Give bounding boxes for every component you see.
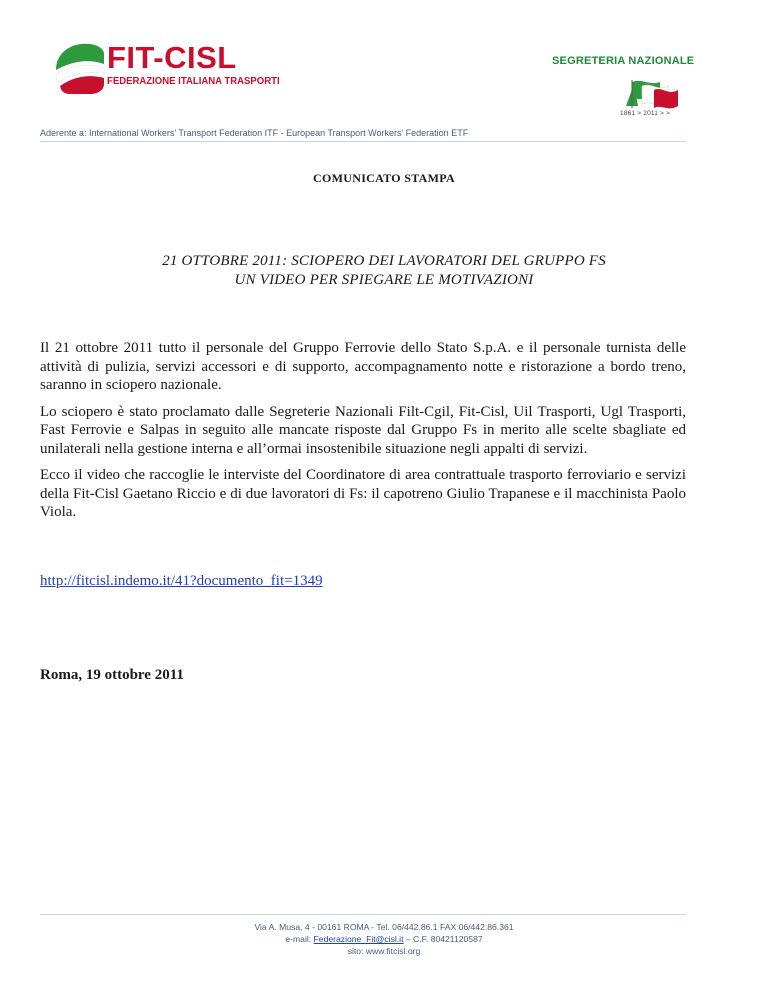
press-release-title bbox=[0, 252, 768, 290]
footer-contacts bbox=[0, 933, 768, 945]
email-link[interactable]: Federazione_Fit@cisl.it bbox=[313, 934, 404, 944]
paragraph-3: Ecco il video che raccoglie le interviste del Coordinatore di area contrattuale trasporto ferroviario e servizi della Fit-Cisl Gaetano Riccio e di due lavoratori di Fs: il capotreno Giulio Trapanese e il macchinista Paolo Viola. bbox=[40, 467, 686, 520]
email-prefix: e-mail: bbox=[285, 934, 314, 944]
header-divider bbox=[40, 141, 686, 142]
title-line-1: 21 OTTOBRE 2011: SCIOPERO DEI LAVORATORI DEL GRUPPO FS bbox=[162, 253, 606, 269]
adherent-line: Aderente a: International Workers’ Transport Federation ITF - European Transport Workers’ Federation ETF bbox=[40, 128, 469, 138]
cisl-emblem-icon bbox=[52, 40, 106, 96]
fitcisl-logo bbox=[52, 40, 282, 100]
video-link[interactable]: http://fitcisl.indemo.it/41?documento_fit=1349 bbox=[40, 573, 323, 589]
date-line: Roma, 19 ottobre 2011 bbox=[40, 667, 184, 683]
footer-address: Via A. Musa, 4 - 00161 ROMA - Tel. 06/442.86.1 FAX 06/442.86.361 bbox=[254, 922, 514, 932]
anniversary-label: 1861 > 2011 > > bbox=[620, 110, 671, 117]
footer bbox=[0, 921, 768, 957]
logo-name: FIT-CISL bbox=[107, 40, 237, 75]
footer-divider bbox=[40, 914, 686, 915]
fiscal-code: – C.F. 80421120587 bbox=[403, 934, 483, 944]
body-text bbox=[40, 339, 686, 530]
title-line-2: UN VIDEO PER SPIEGARE LE MOTIVAZIONI bbox=[234, 272, 534, 288]
paragraph-1: Il 21 ottobre 2011 tutto il personale del Gruppo Ferrovie dello Stato S.p.A. e il personale turnista delle attività di pulizia, servizi accessori e di supporto, accompagnamento notte e ristorazione a bordo treno, saranno in sciopero nazionale. bbox=[40, 340, 686, 393]
logo-subtitle: FEDERAZIONE ITALIANA TRASPORTI bbox=[107, 76, 280, 87]
paragraph-2: Lo sciopero è stato proclamato dalle Segreterie Nazionali Filt-Cgil, Fit-Cisl, Uil Trasporti, Ugl Trasporti, Fast Ferrovie e Salpas in seguito alle mancate risposte dal Gruppo Fs in merito alle scelte sbagliate ed unilaterali nella gestione interna e all’ormai insostenibile situazione negli appalti di servizi. bbox=[40, 403, 686, 457]
footer-site: sito: www.fitcisl.org bbox=[347, 946, 421, 956]
document-type: COMUNICATO STAMPA bbox=[313, 171, 455, 185]
segreteria-nazionale: SEGRETERIA NAZIONALE bbox=[552, 55, 695, 67]
